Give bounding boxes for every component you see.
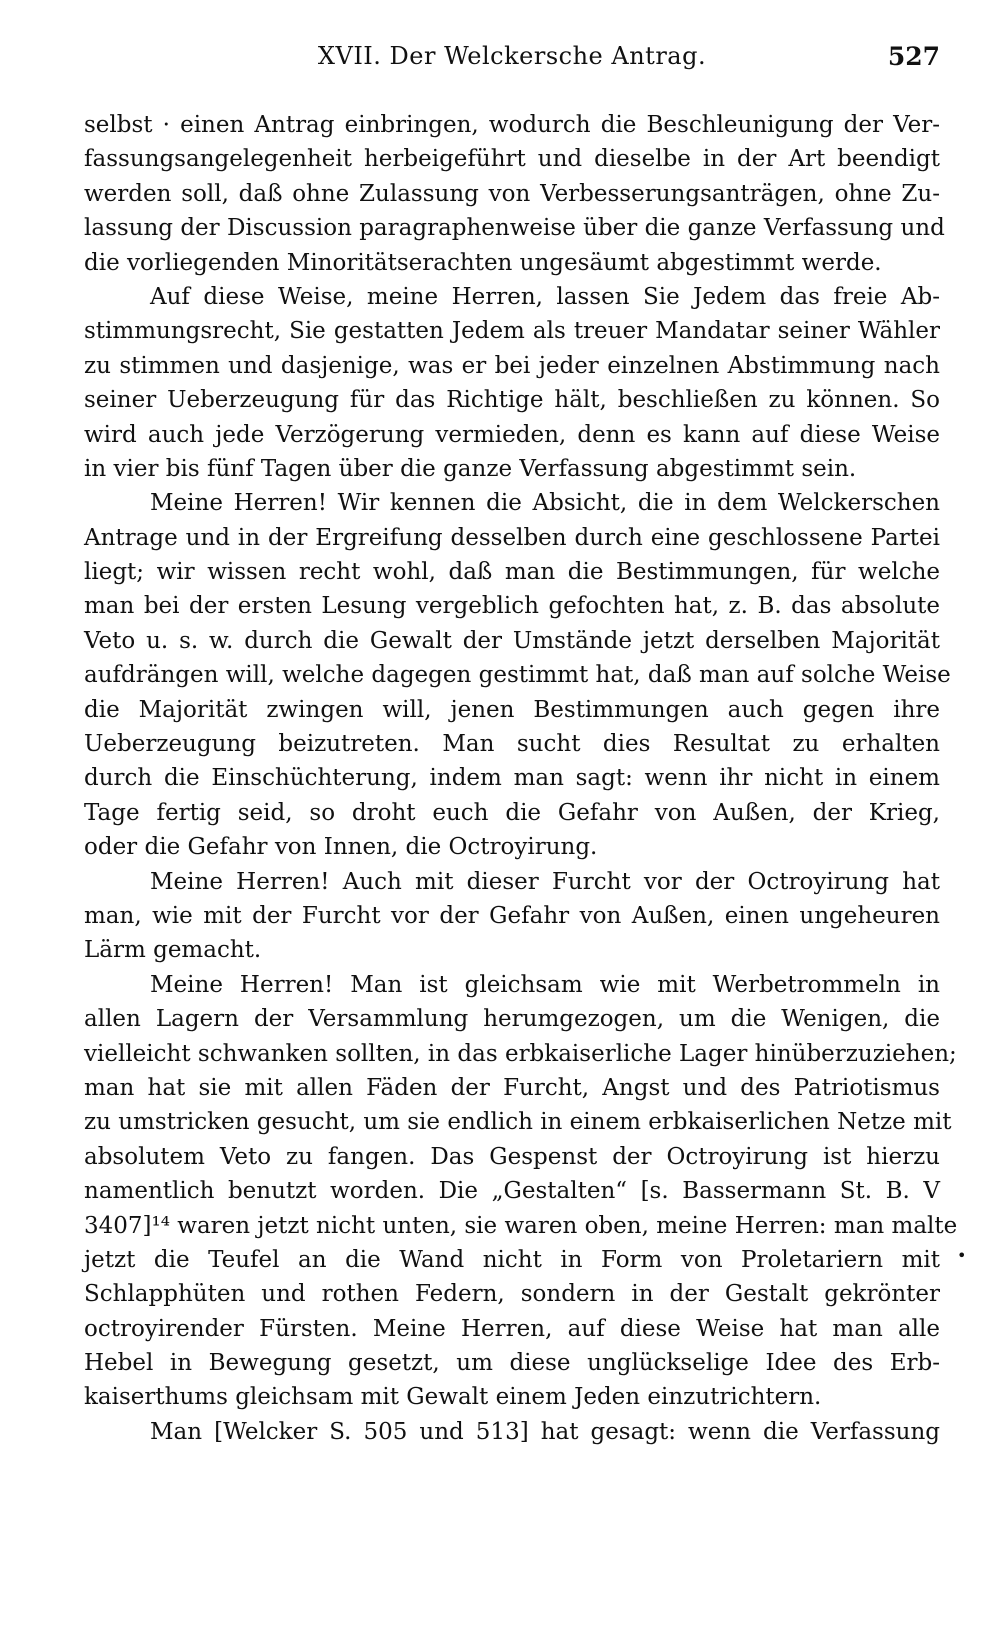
text-line: vielleicht schwanken sollten, in das erbkaiserliche Lager hinüberzuziehen; [84,1040,957,1067]
text-line: Schlapphüten und rothen Federn, sondern in der Gestalt gekrönter [84,1281,940,1308]
text-line: octroyirender Fürsten. Meine Herren, auf diese Weise hat man alle [84,1315,940,1342]
paragraph-start-line: Meine Herren! Man ist gleichsam wie mit Werbetrommeln in [150,971,940,998]
text-line: stimmungsrecht, Sie gestatten Jedem als treuer Mandatar seiner Wähler [84,318,940,345]
text-line: Ueberzeugung beizutreten. Man sucht dies Resultat zu erhalten [84,731,940,758]
body-text [84,108,958,1449]
paragraph-start-line: Man [Welcker S. 505 und 513] hat gesagt: wenn die Verfassung [150,1418,940,1445]
text-line: Antrage und in der Ergreifung desselben durch eine geschlossene Partei [84,524,940,551]
paragraph-start-line: Meine Herren! Wir kennen die Absicht, die in dem Welckerschen [150,490,940,517]
text-line: absolutem Veto zu fangen. Das Gespenst der Octroyirung ist hierzu [84,1143,940,1170]
text-line: Hebel in Bewegung gesetzt, um diese unglückselige Idee des Erb- [84,1350,940,1377]
text-line: 3407]¹⁴ waren jetzt nicht unten, sie waren oben, meine Herren: man malte [84,1212,958,1239]
text-line: oder die Gefahr von Innen, die Octroyirung. [84,834,598,861]
text-line: in vier bis fünf Tagen über die ganze Verfassung abgestimmt sein. [84,455,857,482]
page-number: 527 [887,42,940,71]
text-line: werden soll, daß ohne Zulassung von Verbesserungsanträgen, ohne Zu- [84,180,940,207]
text-line: lassung der Discussion paragraphenweise über die ganze Verfassung und [84,215,945,242]
text-line: die vorliegenden Minoritätserachten ungesäumt abgestimmt werde. [84,249,882,276]
text-line: Veto u. s. w. durch die Gewalt der Umstände jetzt derselben Majorität [84,627,940,654]
text-line: Tage fertig seid, so droht euch die Gefahr von Außen, der Krieg, [84,799,940,826]
chapter-title: XVII. Der Welckersche Antrag. [317,42,707,70]
text-line: die Majorität zwingen will, jenen Bestimmungen auch gegen ihre [84,696,940,723]
text-line: fassungsangelegenheit herbeigeführt und dieselbe in der Art beendigt [84,146,940,173]
text-line: durch die Einschüchterung, indem man sagt: wenn ihr nicht in einem [84,765,940,792]
text-line: wird auch jede Verzögerung vermieden, denn es kann auf diese Weise [84,421,940,448]
text-line: Lärm gemacht. [84,937,262,964]
paragraph-start-line: Auf diese Weise, meine Herren, lassen Sie Jedem das freie Ab- [150,283,940,310]
text-line: namentlich benutzt worden. Die „Gestalten“ [s. Bassermann St. B. V [84,1178,940,1205]
running-header [84,42,940,82]
text-line: allen Lagern der Versammlung herumgezogen, um die Wenigen, die [84,1006,940,1033]
text-line: man bei der ersten Lesung vergeblich gefochten hat, z. B. das absolute [84,593,940,620]
text-line: jetzt die Teufel an die Wand nicht in Form von Proletariern mit [84,1246,940,1273]
text-line: man hat sie mit allen Fäden der Furcht, Angst und des Patriotismus [84,1074,940,1101]
text-line: liegt; wir wissen recht wohl, daß man die Bestimmungen, für welche [84,559,940,586]
paragraph-start-line: Meine Herren! Auch mit dieser Furcht vor der Octroyirung hat [150,868,940,895]
text-line: seiner Ueberzeugung für das Richtige hält, beschließen zu können. So [84,387,940,414]
margin-mark: • [957,1246,967,1265]
text-line: zu umstricken gesucht, um sie endlich in einem erbkaiserlichen Netze mit [84,1109,952,1136]
text-line: man, wie mit der Furcht vor der Gefahr von Außen, einen ungeheuren [84,902,940,929]
text-line: selbst · einen Antrag einbringen, wodurch die Beschleunigung der Ver- [84,112,940,138]
text-line: zu stimmen und dasjenige, was er bei jeder einzelnen Abstimmung nach [84,352,940,379]
text-line: aufdrängen will, welche dagegen gestimmt hat, daß man auf solche Weise [84,662,951,689]
text-line: kaiserthums gleichsam mit Gewalt einem Jeden einzutrichtern. [84,1384,822,1411]
